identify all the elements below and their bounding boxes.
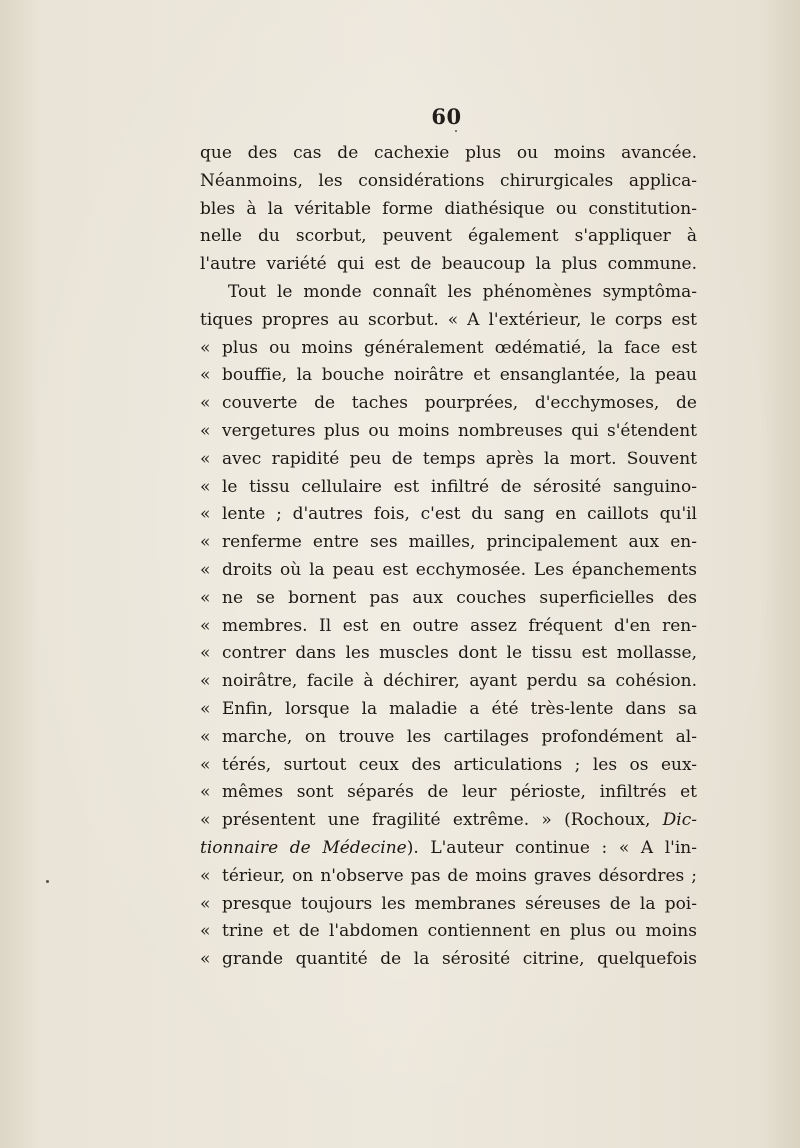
quote-mark: « xyxy=(200,893,211,914)
quote-text: contrer dans les muscles dont le tissu est mollasse, xyxy=(222,643,697,664)
quote-mark: « xyxy=(200,587,211,608)
quote-text: renferme entre ses mailles, principalement aux en- xyxy=(222,532,697,553)
quote-mark: « xyxy=(200,949,211,970)
quote-line-14 xyxy=(200,501,697,529)
quote-text: marche, on trouve les cartilages profondément al- xyxy=(222,726,697,747)
quote-mark: « xyxy=(200,393,211,414)
quote-mark: « xyxy=(200,698,211,719)
quote-text: vergetures plus ou moins nombreuses qui s'étendent xyxy=(222,420,697,441)
quote-line-20 xyxy=(200,668,697,696)
quote-text: noirâtre, facile à déchirer, ayant perdu sa cohésion. xyxy=(222,671,697,692)
quote-text: le tissu cellulaire est infiltré de sérosité sanguino- xyxy=(222,476,697,497)
quote-mark: « xyxy=(200,559,211,580)
italic-title-part: Dic- xyxy=(662,810,698,831)
body-text xyxy=(200,140,697,974)
text-line-7: tiques propres au scorbut. « A l'extérieur, le corps est xyxy=(200,309,697,330)
quote-mark: « xyxy=(200,726,211,747)
quote-mark: « xyxy=(200,810,211,831)
quote-line-27 xyxy=(200,863,697,891)
paper-speck xyxy=(46,880,49,883)
text-line-4: nelle du scorbut, peuvent également s'appliquer à xyxy=(200,226,697,247)
quote-text: Enfin, lorsque la maladie a été très-lente dans sa xyxy=(222,698,697,719)
quote-text: trine et de l'abdomen contiennent en plus ou moins xyxy=(222,921,697,942)
quote-line-11 xyxy=(200,418,697,446)
quote-mark: « xyxy=(200,615,211,636)
quote-mark: « xyxy=(200,420,211,441)
quote-text: membres. Il est en outre assez fréquent d'en ren- xyxy=(222,615,697,636)
italic-title: tionnaire de Médecine xyxy=(200,837,407,858)
quote-mark: « xyxy=(200,337,211,358)
quote-line-17 xyxy=(200,585,697,613)
quote-mark: « xyxy=(200,643,211,664)
quote-line-21 xyxy=(200,696,697,724)
text-continuation: ). L'auteur continue : « A l'in- xyxy=(406,837,697,858)
quote-text: lente ; d'autres fois, c'est du sang en caillots qu'il xyxy=(222,504,697,525)
quote-text: térés, surtout ceux des articulations ; les os eux- xyxy=(222,754,697,775)
quote-text: térieur, on n'observe pas de moins graves désordres ; xyxy=(222,865,697,886)
quote-line-10 xyxy=(200,390,697,418)
quote-mark: « xyxy=(200,754,211,775)
quote-mark: « xyxy=(200,532,211,553)
quote-text: présentent une fragilité extrême. » (Rochoux, xyxy=(222,810,651,831)
quote-line-15 xyxy=(200,529,697,557)
quote-mark: « xyxy=(200,671,211,692)
quote-line-25 xyxy=(200,807,697,835)
quote-text: mêmes sont séparés de leur périoste, infiltrés et xyxy=(222,782,697,803)
text-line-3: bles à la véritable forme diathésique ou constitution- xyxy=(200,198,697,219)
quote-line-29 xyxy=(200,918,697,946)
quote-mark: « xyxy=(200,365,211,386)
quote-mark: « xyxy=(200,865,211,886)
quote-mark: « xyxy=(200,504,211,525)
quote-line-24 xyxy=(200,779,697,807)
text-line-5: l'autre variété qui est de beaucoup la plus commune. xyxy=(200,254,697,275)
quote-text: avec rapidité peu de temps après la mort. Souvent xyxy=(222,448,697,469)
quote-mark: « xyxy=(200,782,211,803)
text-line-6: Tout le monde connaît les phénomènes symptôma- xyxy=(228,281,697,302)
quote-line-28 xyxy=(200,891,697,919)
page-number: 60 xyxy=(431,104,462,129)
quote-text: ne se bornent pas aux couches superficielles des xyxy=(222,587,697,608)
text-line-2: Néanmoins, les considérations chirurgicales applica- xyxy=(200,170,697,191)
quote-text: bouffie, la bouche noirâtre et ensanglantée, la peau xyxy=(222,365,697,386)
quote-text: couverte de taches pourprées, d'ecchymoses, de xyxy=(222,393,697,414)
quote-line-13 xyxy=(200,474,697,502)
quote-mark: « xyxy=(200,448,211,469)
text-line-1: que des cas de cachexie plus ou moins avancée. xyxy=(200,143,697,163)
quote-mark: « xyxy=(200,476,211,497)
quote-line-9 xyxy=(200,362,697,390)
text-line-26 xyxy=(200,835,697,863)
quote-line-30 xyxy=(200,946,697,974)
quote-text: grande quantité de la sérosité citrine, quelquefois xyxy=(222,949,697,970)
quote-line-19 xyxy=(200,640,697,668)
quote-text: droits où la peau est ecchymosée. Les épanchements xyxy=(222,559,697,580)
quote-line-23 xyxy=(200,752,697,780)
quote-mark: « xyxy=(200,921,211,942)
quote-line-18 xyxy=(200,613,697,641)
quote-line-22 xyxy=(200,724,697,752)
quote-text: plus ou moins généralement œdématié, la face est xyxy=(222,337,697,358)
quote-line-12 xyxy=(200,446,697,474)
quote-line-8 xyxy=(200,335,697,363)
quote-text: presque toujours les membranes séreuses de la poi- xyxy=(222,893,697,914)
paper-speck xyxy=(455,130,457,132)
quote-line-16 xyxy=(200,557,697,585)
